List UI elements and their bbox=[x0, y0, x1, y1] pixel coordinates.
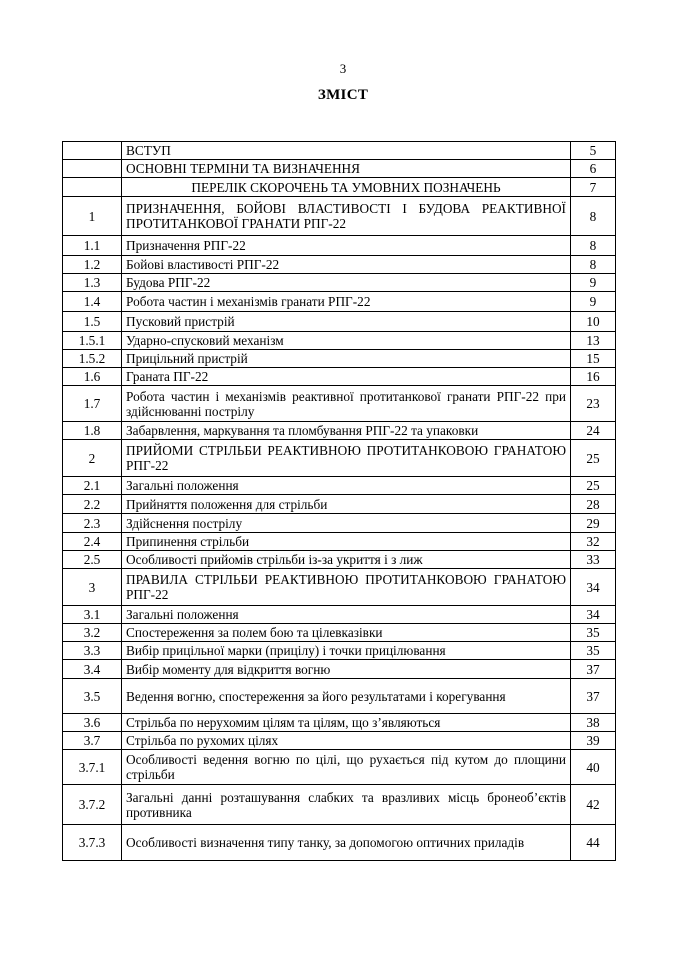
toc-section-title: Робота частин і механізмів реактивної протитанкової гранати РПГ-22 при здійснюванні пострілу bbox=[122, 386, 571, 422]
toc-page-number: 28 bbox=[571, 495, 616, 514]
toc-section-title: Прицільний пристрій bbox=[122, 350, 571, 368]
toc-page-number: 40 bbox=[571, 750, 616, 785]
toc-page-number: 38 bbox=[571, 714, 616, 732]
toc-page-number: 37 bbox=[571, 679, 616, 714]
toc-row bbox=[63, 714, 616, 732]
toc-section-number: 3.5 bbox=[63, 679, 122, 714]
toc-table bbox=[62, 141, 616, 861]
toc-section-title: ПРАВИЛА СТРІЛЬБИ РЕАКТИВНОЮ ПРОТИТАНКОВОЮ ГРАНАТОЮ РПГ-22 bbox=[122, 569, 571, 606]
toc-section-title: Здійснення пострілу bbox=[122, 514, 571, 533]
toc-section-title: Стрільба по нерухомим цілям та цілям, що з’являються bbox=[122, 714, 571, 732]
toc-row bbox=[63, 495, 616, 514]
toc-section-number: 1.7 bbox=[63, 386, 122, 422]
toc-section-number: 3.7.2 bbox=[63, 785, 122, 825]
toc-row bbox=[63, 533, 616, 551]
toc-section-title: Бойові властивості РПГ-22 bbox=[122, 256, 571, 274]
toc-row bbox=[63, 160, 616, 178]
toc-row bbox=[63, 292, 616, 312]
toc-page-number: 8 bbox=[571, 236, 616, 256]
toc-section-number: 1.5.2 bbox=[63, 350, 122, 368]
toc-page-number: 7 bbox=[571, 178, 616, 197]
toc-row bbox=[63, 732, 616, 750]
toc-page-number: 16 bbox=[571, 368, 616, 386]
toc-section-title: Граната ПГ-22 bbox=[122, 368, 571, 386]
toc-section-number: 1.1 bbox=[63, 236, 122, 256]
toc-section-number: 1.6 bbox=[63, 368, 122, 386]
toc-section-title: Особливості ведення вогню по цілі, що рухається під кутом до площини стрільби bbox=[122, 750, 571, 785]
toc-heading: ЗМІСТ bbox=[317, 87, 369, 103]
toc-section-number: 2.1 bbox=[63, 477, 122, 495]
toc-page-number: 10 bbox=[571, 312, 616, 332]
toc-section-number: 3.7 bbox=[63, 732, 122, 750]
toc-row bbox=[63, 368, 616, 386]
toc-row bbox=[63, 332, 616, 350]
page-number: 3 bbox=[339, 61, 347, 76]
toc-page-number: 29 bbox=[571, 514, 616, 533]
toc-section-number: 3.2 bbox=[63, 624, 122, 642]
toc-section-title: Призначення РПГ-22 bbox=[122, 236, 571, 256]
toc-page-number: 15 bbox=[571, 350, 616, 368]
toc-section-title: Загальні положення bbox=[122, 477, 571, 495]
toc-section-number: 1 bbox=[63, 197, 122, 236]
toc-section-number: 3.7.1 bbox=[63, 750, 122, 785]
toc-section-number: 3.6 bbox=[63, 714, 122, 732]
toc-page-number: 23 bbox=[571, 386, 616, 422]
toc-section-number: 1.2 bbox=[63, 256, 122, 274]
toc-page-number: 8 bbox=[571, 256, 616, 274]
toc-section-title: Пусковий пристрій bbox=[122, 312, 571, 332]
toc-row bbox=[63, 825, 616, 861]
toc-page-number: 32 bbox=[571, 533, 616, 551]
toc-section-title: ОСНОВНІ ТЕРМІНИ ТА ВИЗНАЧЕННЯ bbox=[122, 160, 571, 178]
toc-section-title: ВСТУП bbox=[122, 142, 571, 160]
toc-section-number: 2.5 bbox=[63, 551, 122, 569]
toc-section-number: 2.2 bbox=[63, 495, 122, 514]
toc-section-number: 1.4 bbox=[63, 292, 122, 312]
toc-page-number: 24 bbox=[571, 422, 616, 440]
toc-row bbox=[63, 660, 616, 679]
toc-page-number: 44 bbox=[571, 825, 616, 861]
toc-page-number: 9 bbox=[571, 292, 616, 312]
toc-section-number: 1.8 bbox=[63, 422, 122, 440]
toc-section-title: Спостереження за полем бою та цілевказівки bbox=[122, 624, 571, 642]
toc-row bbox=[63, 236, 616, 256]
toc-section-number: 1.5 bbox=[63, 312, 122, 332]
toc-section-number: 3 bbox=[63, 569, 122, 606]
toc-page-number: 34 bbox=[571, 569, 616, 606]
toc-section-title: Забарвлення, маркування та пломбування РПГ-22 та упаковки bbox=[122, 422, 571, 440]
toc-row bbox=[63, 477, 616, 495]
toc-page-number: 39 bbox=[571, 732, 616, 750]
toc-section-title: Робота частин і механізмів гранати РПГ-22 bbox=[122, 292, 571, 312]
toc-section-number bbox=[63, 160, 122, 178]
toc-row bbox=[63, 440, 616, 477]
toc-section-number: 1.5.1 bbox=[63, 332, 122, 350]
toc-section-title: ПЕРЕЛІК СКОРОЧЕНЬ ТА УМОВНИХ ПОЗНАЧЕНЬ bbox=[122, 178, 571, 197]
toc-section-title: Вибір моменту для відкриття вогню bbox=[122, 660, 571, 679]
toc-row bbox=[63, 606, 616, 624]
toc-row bbox=[63, 569, 616, 606]
toc-row bbox=[63, 750, 616, 785]
toc-section-title: Стрільба по рухомих цілях bbox=[122, 732, 571, 750]
toc-section-title: Особливості прийомів стрільби із-за укриття і з лиж bbox=[122, 551, 571, 569]
toc-page-number: 6 bbox=[571, 160, 616, 178]
toc-section-number: 3.7.3 bbox=[63, 825, 122, 861]
toc-section-title: Припинення стрільби bbox=[122, 533, 571, 551]
toc-section-title: Загальні данні розташування слабких та вразливих місць бронеоб’єктів противника bbox=[122, 785, 571, 825]
toc-section-title: Прийняття положення для стрільби bbox=[122, 495, 571, 514]
toc-page-number: 25 bbox=[571, 440, 616, 477]
toc-row bbox=[63, 422, 616, 440]
toc-page-number: 35 bbox=[571, 642, 616, 660]
toc-section-number: 2 bbox=[63, 440, 122, 477]
toc-section-number: 3.1 bbox=[63, 606, 122, 624]
toc-section-title: ПРИЗНАЧЕННЯ, БОЙОВІ ВЛАСТИВОСТІ І БУДОВА РЕАКТИВНОЇ ПРОТИТАНКОВОЇ ГРАНАТИ РПГ-22 bbox=[122, 197, 571, 236]
toc-section-title: Особливості визначення типу танку, за допомогою оптичних приладів bbox=[122, 825, 571, 861]
toc-section-title: Ударно-спусковий механізм bbox=[122, 332, 571, 350]
toc-row bbox=[63, 274, 616, 292]
toc-section-number: 2.3 bbox=[63, 514, 122, 533]
toc-row bbox=[63, 514, 616, 533]
toc-page-number: 37 bbox=[571, 660, 616, 679]
toc-section-number bbox=[63, 178, 122, 197]
toc-section-number: 3.3 bbox=[63, 642, 122, 660]
toc-row bbox=[63, 679, 616, 714]
toc-page-number: 5 bbox=[571, 142, 616, 160]
toc-row bbox=[63, 142, 616, 160]
toc-section-title: Ведення вогню, спостереження за його результатами і корегування bbox=[122, 679, 571, 714]
toc-body bbox=[63, 142, 616, 861]
toc-section-title: Будова РПГ-22 bbox=[122, 274, 571, 292]
toc-page-number: 42 bbox=[571, 785, 616, 825]
toc-section-title: ПРИЙОМИ СТРІЛЬБИ РЕАКТИВНОЮ ПРОТИТАНКОВОЮ ГРАНАТОЮ РПГ-22 bbox=[122, 440, 571, 477]
toc-section-title: Вибір прицільної марки (прицілу) і точки прицілювання bbox=[122, 642, 571, 660]
toc-page-number: 8 bbox=[571, 197, 616, 236]
toc-section-number: 2.4 bbox=[63, 533, 122, 551]
toc-row bbox=[63, 785, 616, 825]
toc-page-number: 34 bbox=[571, 606, 616, 624]
toc-page-number: 25 bbox=[571, 477, 616, 495]
toc-page-number: 35 bbox=[571, 624, 616, 642]
toc-row bbox=[63, 256, 616, 274]
toc-row bbox=[63, 624, 616, 642]
toc-page-number: 9 bbox=[571, 274, 616, 292]
toc-row bbox=[63, 642, 616, 660]
toc-row bbox=[63, 350, 616, 368]
toc-page-number: 13 bbox=[571, 332, 616, 350]
toc-row bbox=[63, 197, 616, 236]
toc-row bbox=[63, 386, 616, 422]
toc-section-title: Загальні положення bbox=[122, 606, 571, 624]
toc-row bbox=[63, 312, 616, 332]
toc-row bbox=[63, 178, 616, 197]
toc-row bbox=[63, 551, 616, 569]
toc-section-number: 3.4 bbox=[63, 660, 122, 679]
toc-section-number bbox=[63, 142, 122, 160]
toc-page-number: 33 bbox=[571, 551, 616, 569]
toc-section-number: 1.3 bbox=[63, 274, 122, 292]
